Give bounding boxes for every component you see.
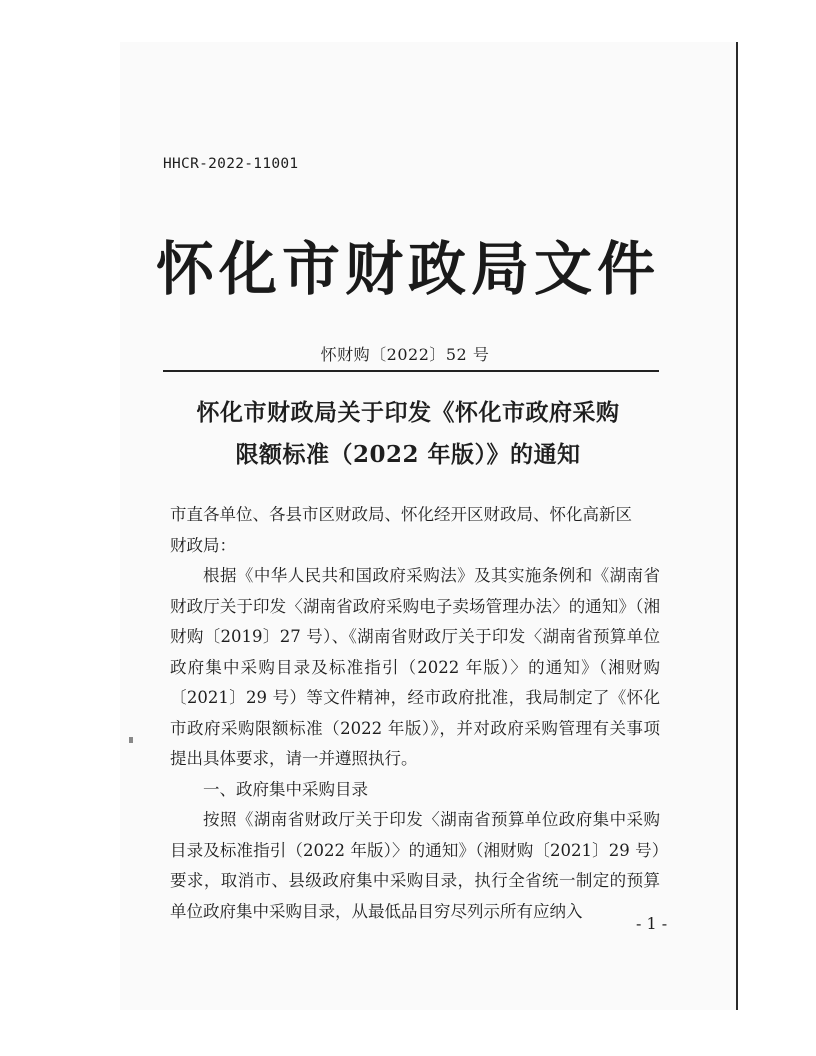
notice-title (170, 392, 646, 476)
section-heading-1: 一、政府集中采购目录 (203, 779, 368, 799)
document-body (170, 500, 660, 927)
body-paragraph-2: 按照《湖南省财政厅关于印发〈湖南省预算单位政府集中采购目录及标准指引（2022 年版）〉的通知》（湘财购〔2021〕29 号）要求，取消市、县级政府集中采购目录，执行全省统一制定的预算单位政府集中采购目录，从最低品目穷尽列示所有应纳入 (170, 810, 660, 921)
scan-mark (129, 737, 133, 743)
page-number: - 1 - (636, 914, 668, 933)
header-divider (163, 370, 659, 372)
document-header-title: 怀化市财政局文件 (155, 235, 660, 303)
notice-title-line-1: 怀化市财政局关于印发《怀化市政府采购 (196, 399, 620, 426)
body-paragraph-1: 根据《中华人民共和国政府采购法》及其实施条例和《湖南省财政厅关于印发〈湖南省政府采购电子卖场管理办法〉的通知》（湘财购〔2019〕27 号）、《湖南省财政厅关于印发〈湖南省预算单位政府集中采购目录及标准指引（2022 年版）〉的通知》（湘财购〔2021〕29 号）等文件精神，经市政府批准，我局制定了《怀化市政府采购限额标准（2022 年版）》，并对政府采购管理有关事项提出具体要求，请一并遵照执行。 (170, 566, 660, 768)
recipients-line-2: 财政局： (170, 535, 236, 555)
recipients (170, 500, 660, 561)
notice-title-line-2: 限额标准（2022 年版）》的通知 (235, 441, 581, 468)
recipients-line-1: 市直各单位、各县市区财政局、怀化经开区财政局、怀化高新区 (170, 505, 632, 524)
document-number: 怀财购〔2022〕52 号 (320, 345, 490, 364)
document-code: HHCR-2022-11001 (163, 156, 299, 172)
